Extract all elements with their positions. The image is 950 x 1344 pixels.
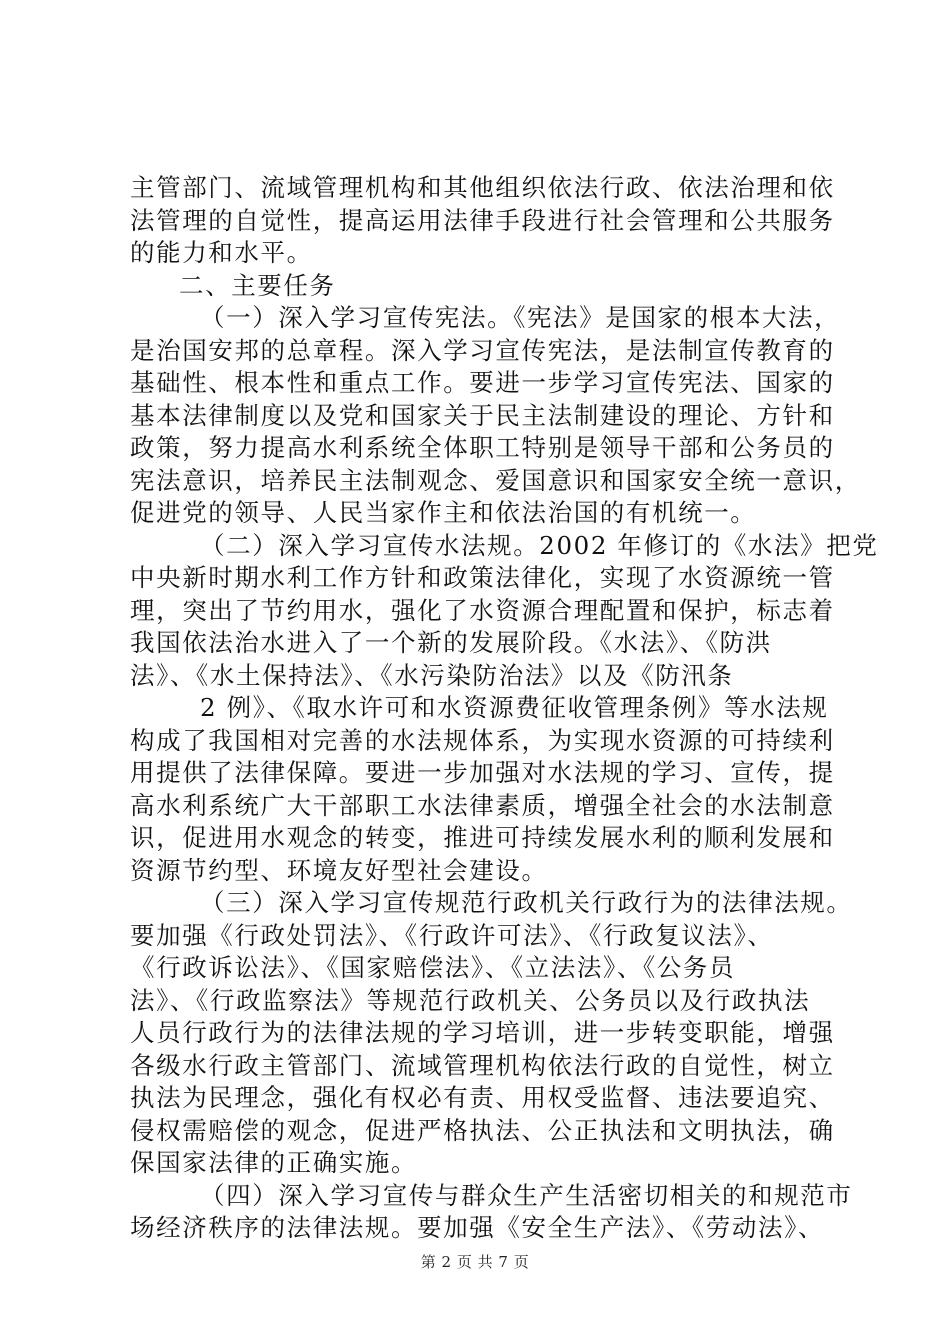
text-line: 法》、《行政监察法》等规范行政机关、公务员以及行政执法: [130, 985, 811, 1015]
text-line: 宪法意识，培养民主法制观念、爱国意识和国家安全统一意识，: [130, 465, 861, 495]
text-line: 侵权需赔偿的观念，促进严格执法、公正执法和文明执法，确: [130, 1115, 835, 1145]
text-line: 各级水行政主管部门、流域管理机构依法行政的自觉性，树立: [130, 1050, 835, 1080]
paragraph-start: （一）深入学习宣传宪法。《宪法》是国家的根本大法，: [200, 303, 841, 332]
text-line: 要加强《行政处罚法》、《行政许可法》、《行政复议法》、: [130, 920, 774, 950]
text-line: 促进党的领导、人民当家作主和依法治国的有机统一。: [130, 498, 757, 527]
text-line: 的能力和水平。: [130, 238, 313, 267]
section-heading: 二、主要任务: [179, 270, 336, 300]
text-line: 政策，努力提高水利系统全体职工特别是领导干部和公务员的: [130, 433, 835, 462]
text-line: 高水利系统广大干部职工水法律素质，增强全社会的水法制意: [130, 790, 835, 820]
text-line: 人员行政行为的法律法规的学习培训，进一步转变职能，增强: [130, 1018, 835, 1047]
text-line: 2 例》、《取水许可和水资源费征收管理条例》等水法规: [200, 693, 829, 722]
text-line: 法》、《水土保持法》、《水污染防治法》以及《防汛条: [130, 660, 734, 690]
text-line: 场经济秩序的法律法规。要加强《安全生产法》、《劳动法》、: [130, 1213, 825, 1242]
text-line: 保国家法律的正确实施。: [130, 1148, 418, 1177]
paragraph-start: （二）深入学习宣传水法规。2002 年修订的《水法》把党: [200, 530, 879, 560]
page-number: 第 2 页 共 7 页: [420, 1253, 530, 1271]
text-line: 中央新时期水利工作方针和政策法律化，实现了水资源统一管: [130, 563, 835, 592]
text-line: 主管部门、流域管理机构和其他组织依法行政、依法治理和依: [130, 173, 835, 202]
paragraph-start: （三）深入学习宣传规范行政机关行政行为的法律法规。: [200, 888, 853, 917]
text-line: 执法为民理念，强化有权必有责、用权受监督、违法要追究、: [130, 1083, 835, 1112]
text-line: 是治国安邦的总章程。深入学习宣传宪法，是法制宣传教育的: [130, 335, 835, 365]
text-line: 构成了我国相对完善的水法规体系，为实现水资源的可持续利: [130, 725, 835, 755]
body-text: [130, 172, 879, 1245]
text-line: 理，突出了节约用水，强化了水资源合理配置和保护，标志着: [130, 595, 835, 625]
text-line: 用提供了法律保障。要进一步加强对水法规的学习、宣传，提: [130, 758, 835, 787]
text-line: 《行政诉讼法》、《国家赔偿法》、《立法法》、《公务员: [130, 953, 736, 982]
text-line: 基本法律制度以及党和国家关于民主法制建设的理论、方针和: [130, 400, 835, 430]
text-line: 法管理的自觉性，提高运用法律手段进行社会管理和公共服务: [130, 205, 835, 235]
text-line: 资源节约型、环境友好型社会建设。: [130, 855, 548, 885]
text-line: 识，促进用水观念的转变，推进可持续发展水利的顺利发展和: [130, 823, 835, 852]
paragraph-start: （四）深入学习宣传与群众生产生活密切相关的和规范市: [200, 1180, 853, 1210]
text-line: 基础性、根本性和重点工作。要进一步学习宣传宪法、国家的: [130, 368, 835, 397]
text-line: 我国依法治水进入了一个新的发展阶段。《水法》、《防洪: [130, 628, 772, 657]
